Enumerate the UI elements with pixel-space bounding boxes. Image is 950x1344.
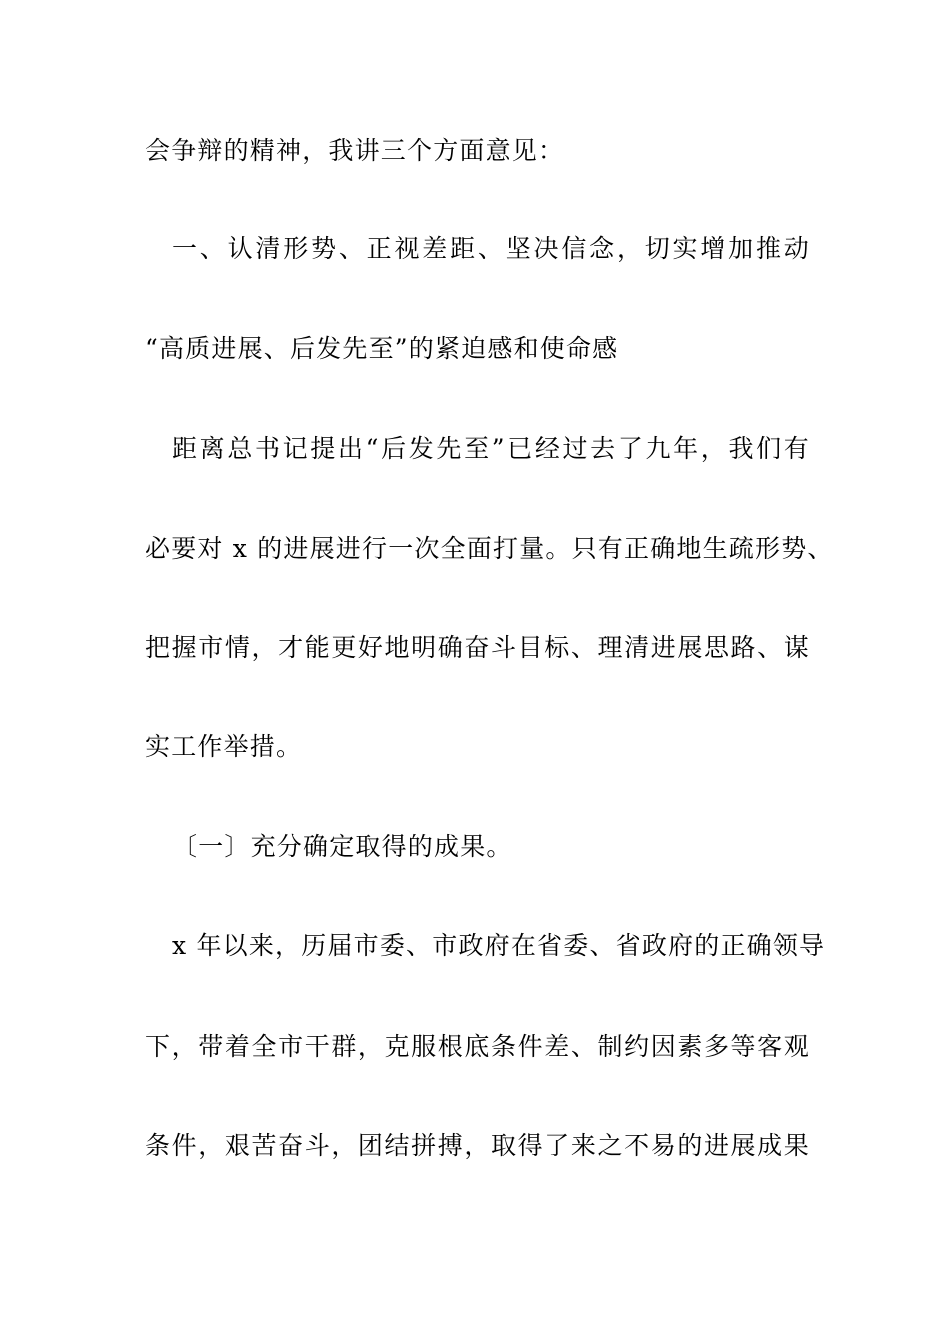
section-heading-line-1: 一、认清形势、正视差距、坚决信念，切实增加推动 <box>172 234 810 263</box>
paragraph-line-10: 下，带着全市干群，克服根底条件差、制约因素多等客观 <box>145 1032 810 1061</box>
paragraph-line-9: x 年以来，历届市委、市政府在省委、省政府的正确领导 <box>172 931 826 960</box>
subsection-heading: 〔一〕充分确定取得的成果。 <box>172 832 513 861</box>
paragraph-line-1: 会争辩的精神，我讲三个方面意见： <box>145 136 565 165</box>
paragraph-line-6: 把握市情，才能更好地明确奋斗目标、理清进展思路、谋 <box>145 633 810 662</box>
paragraph-line-11: 条件，艰苦奋斗，团结拼搏，取得了来之不易的进展成果 <box>145 1131 810 1160</box>
paragraph-line-7: 实工作举措。 <box>145 732 303 761</box>
paragraph-line-5: 必要对 x 的进展进行一次全面打量。只有正确地生疏形势、 <box>145 534 834 563</box>
section-heading-line-2: “高质进展、后发先至”的紧迫感和使命感 <box>145 334 619 363</box>
paragraph-line-4: 距离总书记提出“后发先至”已经过去了九年，我们有 <box>172 434 810 463</box>
